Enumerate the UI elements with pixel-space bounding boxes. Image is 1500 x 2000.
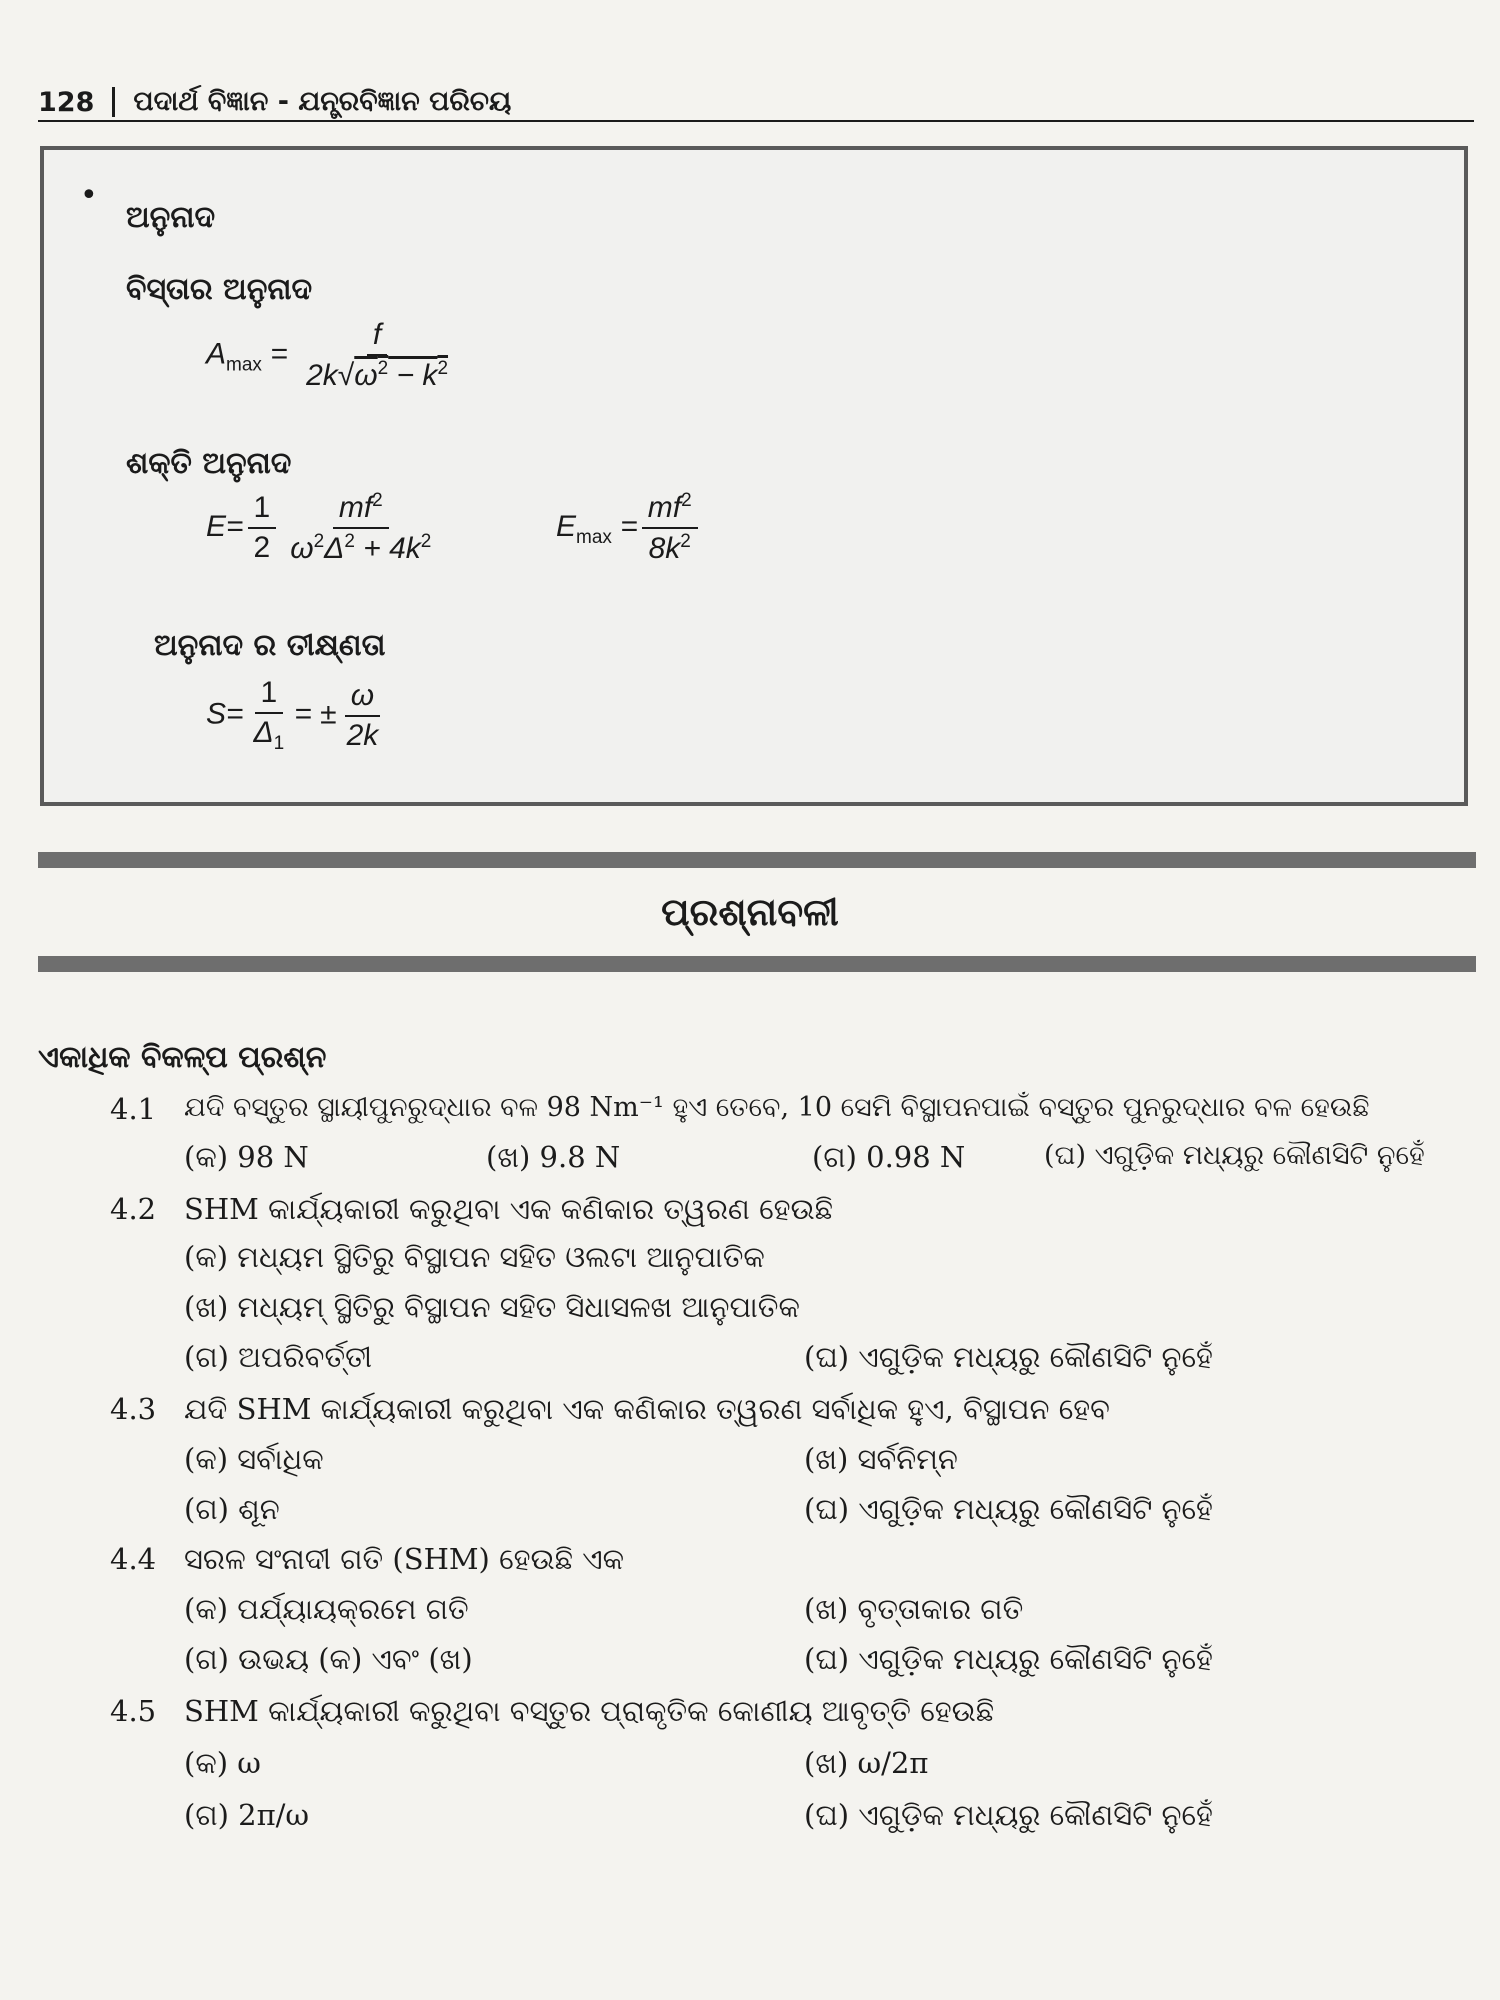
- max-energy-formula: $E_{max}$ = $\frac{mf^2}{8k^2}$: [556, 490, 702, 566]
- option-a: (କ) ω: [184, 1746, 261, 1780]
- option-b: (ଖ) 9.8 N: [486, 1140, 621, 1174]
- page-header: [38, 82, 1474, 122]
- title-band-bottom: [38, 956, 1476, 972]
- question-text: SHM କାର୍ଯ୍ୟକାରୀ କରୁଥିବା ବସ୍ତୁର ପ୍ରାକୃତିକ କୋଣୀୟ ଆବୃତ୍ତି ହେଉଛି: [184, 1694, 995, 1728]
- option-b: (ଖ) ମଧ୍ୟମ୍ ସ୍ଥିତିରୁ ବିସ୍ଥାପନ ସହିତ ସିଧାସଳଖ ଆନୁପାତିକ: [184, 1290, 800, 1324]
- option-c: (ଗ) ଶୂନ: [184, 1492, 280, 1526]
- question-text: SHM କାର୍ଯ୍ୟକାରୀ କରୁଥିବା ଏକ କଣିକାର ତ୍ୱରଣ ହେଉଛି: [184, 1192, 834, 1226]
- question-text: ଯଦି SHM କାର୍ଯ୍ୟକାରୀ କରୁଥିବା ଏକ କଣିକାର ତ୍ୱରଣ ସର୍ବାଧିକ ହୁଏ, ବିସ୍ଥାପନ ହେବ: [184, 1392, 1110, 1426]
- option-b: (ଖ) ସର୍ବନିମ୍ନ: [804, 1442, 958, 1476]
- option-b: (ଖ) ω/2π: [804, 1746, 929, 1780]
- option-c: (ଗ) ଅପରିବର୍ତ୍ତୀ: [184, 1340, 373, 1374]
- header-divider: [112, 87, 115, 117]
- sharpness-heading: ଅନୁନାଦ ର ତୀକ୍ଷ୍ଣତା: [154, 628, 386, 663]
- question-text: ଯଦି ବସ୍ତୁର ସ୍ଥାୟୀପୁନରୁଦ୍ଧାର ବଳ 98 Nm⁻¹ ହୁଏ ତେବେ, 10 ସେମି ବିସ୍ଥାପନପାଇଁ ବସ୍ତୁର ପୁନରୁଦ୍ଧାର ବଳ ହେଉଛି: [184, 1092, 1370, 1123]
- chapter-title: ପଦାର୍ଥ ବିଜ୍ଞାନ - ଯନ୍ତ୍ରବିଜ୍ଞାନ ପରିଚୟ: [133, 86, 512, 117]
- page-number: 128: [38, 86, 95, 118]
- option-a: (କ) 98 N: [184, 1140, 309, 1174]
- option-c: (ଗ) ଉଭୟ (କ) ଏବଂ (ଖ): [184, 1642, 473, 1676]
- textbook-page: 128 ପଦାର୍ଥ ବିଜ୍ଞାନ - ଯନ୍ତ୍ରବିଜ୍ଞାନ ପରିଚୟ • ଅନୁନାଦ ବିସ୍ତାର ଅନୁନାଦ $A_{max}$ = $\frac{f}{2k√\omega^2 - k^2}$ ଶକ୍ତି ଅନୁନାଦ E= $\frac{1}{2}$ $\frac{mf^2}{\omega^2\Delta^2 + 4k^2}$ $E_{max}$ = $\frac{mf^2}{8k^2}$ ଅନୁନାଦ ର ତୀକ୍ଷ୍ଣତା S= $\frac{1}{\Delta_1}$ = ± $\frac{\omega}{2k}$ ପ୍ରଶ୍ନାବଳୀ ଏକାଧିକ ବିକଳ୍ପ ପ୍ରଶ୍ନ 4.1 ଯଦି ବସ୍ତୁର ସ୍ଥାୟୀପୁନରୁଦ୍ଧାର ବଳ 98 Nm⁻¹ ହୁଏ ତେବେ, 10 ସେମି ବିସ୍ଥାପନପାଇଁ ବସ୍ତୁର ପୁନରୁଦ୍ଧାର ବଳ ହେଉଛି (କ) 98 N (ଖ) 9.8 N (ଗ) 0.98 N (ଘ) ଏଗୁଡ଼ିକ ମଧ୍ୟରୁ କୌଣସିଟି ନୁହେଁ 4.2 SHM କାର୍ଯ୍ୟକାରୀ କରୁଥିବା ଏକ କଣିକାର ତ୍ୱରଣ ହେଉଛି (କ) ମଧ୍ୟମ ସ୍ଥିତିରୁ ବିସ୍ଥାପନ ସହିତ ଓଲଟା ଆନୁପାତିକ (ଖ) ମଧ୍ୟମ୍ ସ୍ଥିତିରୁ ବିସ୍ଥାପନ ସହିତ ସିଧାସଳଖ ଆନୁପାତିକ (ଗ) ଅପରିବର୍ତ୍ତୀ (ଘ) ଏଗୁଡ଼ିକ ମଧ୍ୟରୁ କୌଣସିଟି ନୁହେଁ 4.3 ଯଦି SHM କାର୍ଯ୍ୟକାରୀ କରୁଥିବା ଏକ କଣିକାର ତ୍ୱରଣ ସର୍ବାଧିକ ହୁଏ, ବିସ୍ଥାପନ ହେବ (କ) ସର୍ବାଧିକ (ଖ) ସର୍ବନିମ୍ନ (ଗ) ଶୂନ (ଘ) ଏଗୁଡ଼ିକ ମଧ୍ୟରୁ କୌଣସିଟି ନୁହେଁ 4.4 ସରଳ ସଂନାଦୀ ଗତି (SHM) ହେଉଛି ଏକ (କ) ପର୍ଯ୍ୟାୟକ୍ରମେ ଗତି (ଖ) ବୃତ୍ତାକାର ଗତି (ଗ) ଉଭୟ (କ) ଏବଂ (ଖ) (ଘ) ଏଗୁଡ଼ିକ ମଧ୍ୟରୁ କୌଣସିଟି ନୁହେଁ 4.5 SHM କାର୍ଯ୍ୟକାରୀ କରୁଥିବା ବସ୍ତୁର ପ୍ରାକୃତିକ କୋଣୀୟ ଆବୃତ୍ତି ହେଉଛି (କ) ω (ଖ) ω/2π (ଗ) 2π/ω (ଘ) ଏଗୁଡ଼ିକ ମଧ୍ୟରୁ କୌଣସିଟି ନୁହେଁ: [0, 0, 1500, 2000]
- questions-title: ପ୍ରଶ୍ନାବଳୀ: [661, 890, 839, 934]
- amplitude-formula: $A_{max}$ = $\frac{f}{2k√\omega^2 - k^2}$: [206, 318, 449, 392]
- option-d: (ଘ) ଏଗୁଡ଼ିକ ମଧ୍ୟରୁ କୌଣସିଟି ନୁହେଁ: [804, 1492, 1213, 1526]
- section-resonance: ଅନୁନାଦ: [126, 200, 216, 235]
- option-d: (ଘ) ଏଗୁଡ଼ିକ ମଧ୍ୟରୁ କୌଣସିଟି ନୁହେଁ: [804, 1642, 1213, 1676]
- option-d: (ଘ) ଏଗୁଡ଼ିକ ମଧ୍ୟରୁ କୌଣସିଟି ନୁହେଁ: [804, 1798, 1213, 1832]
- option-a: (କ) ପର୍ଯ୍ୟାୟକ୍ରମେ ଗତି: [184, 1592, 469, 1626]
- energy-resonance-heading: ଶକ୍ତି ଅନୁନାଦ: [126, 446, 292, 481]
- option-b: (ଖ) ବୃତ୍ତାକାର ଗତି: [804, 1592, 1024, 1626]
- option-a: (କ) ସର୍ବାଧିକ: [184, 1442, 324, 1476]
- sharpness-formula: S= $\frac{1}{\Delta_1}$ = ± $\frac{\omega}{2k}$: [206, 676, 379, 754]
- formula-box: [40, 146, 1468, 806]
- option-d: (ଘ) ଏଗୁଡ଼ିକ ମଧ୍ୟରୁ କୌଣସିଟି ନୁହେଁ: [804, 1340, 1213, 1374]
- title-band-top: [38, 852, 1476, 868]
- question-text: ସରଳ ସଂନାଦୀ ଗତି (SHM) ହେଉଛି ଏକ: [184, 1542, 625, 1576]
- option-c: (ଗ) 0.98 N: [812, 1140, 966, 1174]
- option-c: (ଗ) 2π/ω: [184, 1798, 310, 1832]
- header-rule: [38, 120, 1474, 122]
- amplitude-resonance-heading: ବିସ୍ତାର ଅନୁନାଦ: [126, 272, 313, 307]
- option-d: (ଘ) ଏଗୁଡ଼ିକ ମଧ୍ୟରୁ କୌଣସିଟି ନୁହେଁ: [1044, 1140, 1425, 1171]
- option-a: (କ) ମଧ୍ୟମ ସ୍ଥିତିରୁ ବିସ୍ଥାପନ ସହିତ ଓଲଟା ଆନୁପାତିକ: [184, 1240, 765, 1274]
- bullet-icon: •: [80, 178, 98, 213]
- energy-formula: E= $\frac{1}{2}$ $\frac{mf^2}{\omega^2\Delta^2 + 4k^2}$: [206, 490, 432, 565]
- mcq-heading: ଏକାଧିକ ବିକଳ୍ପ ପ୍ରଶ୍ନ: [38, 1040, 327, 1075]
